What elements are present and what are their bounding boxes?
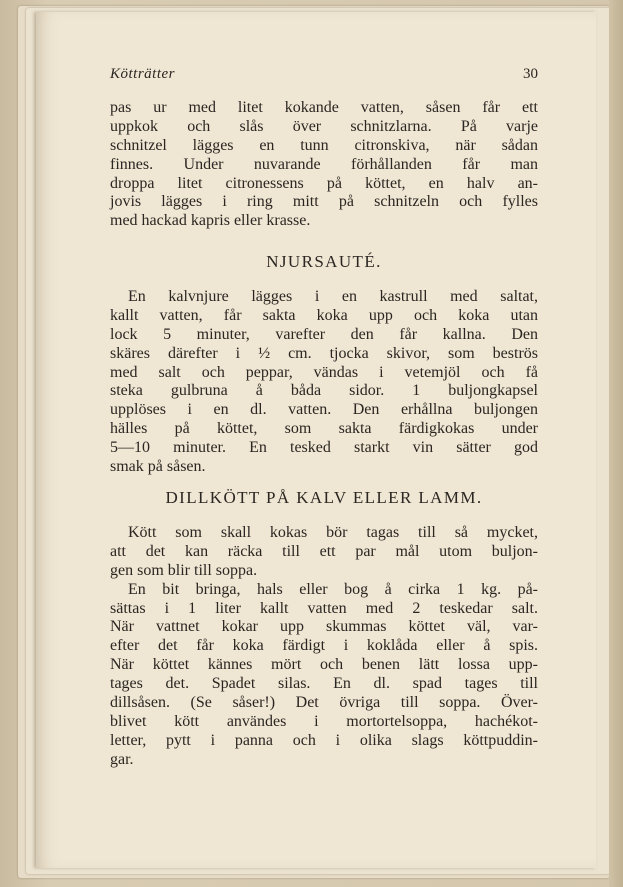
text-line: gen som blir till soppa. [110,561,258,579]
text-line: letter, pytt i panna och i olika slags köttpuddin- [110,731,538,749]
text-line: med salt och peppar, vändas i vetemjöl och få [110,363,538,381]
text-line: När vattnet kokar upp skummas köttet väl, var- [110,618,538,636]
text-line: hälles på köttet, som sakta färdigkokas under [110,420,538,438]
text-line: att det kan räcka till ett par mål utom buljon- [110,542,538,560]
chapter-title: Kötträtter [110,66,176,82]
text-line: finnes. Under nuvarande förhållanden får man [110,155,538,173]
text-line: skäres därefter i ½ cm. tjocka skivor, som beströs [110,344,538,362]
njursaute-paragraph [110,288,538,477]
text-line: upplöses i en dl. vatten. Den erhållna buljongen [110,401,538,419]
text-line: sättas i 1 liter kallt vatten med 2 teskedar salt. [110,599,538,617]
text-line: kallt vatten, får sakta koka upp och koka utan [110,306,538,324]
page-number: 30 [523,66,538,82]
text-line: 5—10 minuter. En tesked starkt vin sätter god [110,439,538,457]
text-line: efter det får koka färdigt i koklåda eller å spis. [110,637,538,655]
running-header [110,66,538,86]
text-line: gar. [110,750,134,768]
text-line: När köttet kännes mört och benen lätt lossa upp- [110,656,538,674]
text-line: med hackad kapris eller krasse. [110,212,311,230]
text-line: En kalvnjure lägges i en kastrull med saltat, [128,288,538,305]
text-line: schnitzel lägges en tunn citronskiva, när sådan [110,136,538,154]
intro-paragraph [110,99,538,231]
text-line: uppkok och slås över schnitzlarna. På varje [110,117,538,135]
text-line: pas ur med litet kokande vatten, såsen får ett [110,99,538,116]
text-line: En bit bringa, hals eller bog å cirka 1 kg. på- [128,580,538,598]
section-heading-njursaute: NJURSAUTÉ. [266,252,382,271]
book-right-edge [609,0,623,887]
text-line: Kött som skall kokas bör tagas till så mycket, [128,524,538,541]
dillkott-paragraph [110,524,538,770]
text-line: smak på såsen. [110,458,206,476]
text-line: lock 5 minuter, varefter den får kallna. Den [110,325,538,343]
text-line: tages det. Spadet silas. En dl. spad tages till [110,675,538,693]
section-heading-dillkott: DILLKÖTT PÅ KALV ELLER LAMM. [165,488,483,507]
text-line: jovis lägges i ring mitt på schnitzeln och fylles [110,193,538,211]
text-line: steka gulbruna å båda sidor. 1 buljongkapsel [110,382,538,400]
text-line: droppa litet citronessens på köttet, en halv an- [110,174,538,192]
text-line: blivet kött användes i mortortelsoppa, hachékot- [110,712,538,730]
text-line: dillsåsen. (Se såser!) Det övriga till soppa. Över- [110,694,538,712]
